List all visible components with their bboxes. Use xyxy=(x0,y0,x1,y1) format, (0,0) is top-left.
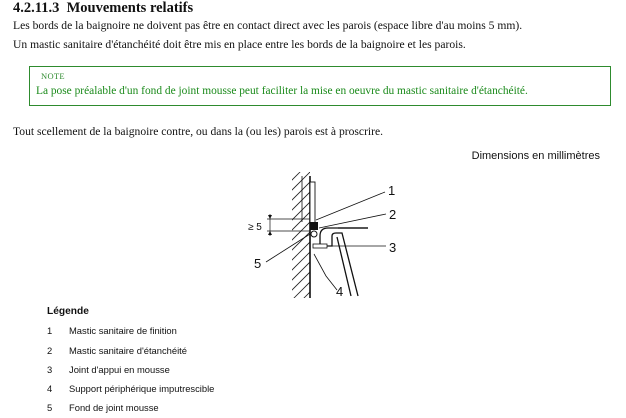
support-foam xyxy=(313,244,327,248)
legend-item-label: Mastic sanitaire d'étanchéité xyxy=(69,345,187,356)
legend-item-number: 5 xyxy=(47,402,53,413)
legend-item-label: Joint d'appui en mousse xyxy=(69,364,170,375)
callout-1: 1 xyxy=(388,183,396,198)
dim-arrow-bottom xyxy=(268,231,272,235)
leader-1 xyxy=(316,192,385,220)
legend-title: Légende xyxy=(47,306,89,317)
wall-tile xyxy=(310,182,315,224)
leader-4 xyxy=(314,254,337,290)
legend-item-number: 4 xyxy=(47,383,53,394)
note-label: NOTE xyxy=(41,71,65,81)
dimension-label: ≥ 5 xyxy=(248,222,262,233)
leader-5 xyxy=(266,234,310,262)
note-text: La pose préalable d'un fond de joint mousse peut faciliter la mise en oeuvre du mastic sanitaire d'étanchéité. xyxy=(36,85,528,97)
dim-arrow-top xyxy=(268,215,272,219)
legend-item-label: Fond de joint mousse xyxy=(69,402,159,413)
legend-item-number: 1 xyxy=(47,325,53,336)
paragraph-sealing: Tout scellement de la baignoire contre, ou dans la (ou les) parois est à proscrire. xyxy=(13,125,384,138)
paragraph-sealant: Un mastic sanitaire d'étanchéité doit être mis en place entre les bords de la baignoire et les parois. xyxy=(13,38,466,51)
callout-4: 4 xyxy=(336,284,344,298)
leader-2 xyxy=(319,214,386,228)
legend-item-number: 3 xyxy=(47,364,53,375)
legend-item xyxy=(47,325,177,336)
legend-item-label: Mastic sanitaire de finition xyxy=(69,325,177,336)
callout-5: 5 xyxy=(254,256,262,271)
callout-2: 2 xyxy=(389,207,397,222)
section-title: Mouvements relatifs xyxy=(66,0,194,16)
legend-item-number: 2 xyxy=(47,345,53,356)
legend-item xyxy=(47,402,159,413)
dimensions-caption: Dimensions en millimètres xyxy=(471,150,600,162)
callout-3: 3 xyxy=(389,240,397,255)
bathtub-shell xyxy=(320,228,368,296)
note-box xyxy=(29,66,611,106)
legend-item xyxy=(47,364,170,375)
sealant-bead xyxy=(310,222,318,230)
bathtub-joint-figure xyxy=(240,172,420,298)
legend-item xyxy=(47,345,187,356)
paragraph-spacing: Les bords de la baignoire ne doivent pas être en contact direct avec les parois (espace libre d'au moins 5 mm). xyxy=(13,19,523,32)
legend-item-label: Support périphérique imputrescible xyxy=(69,383,215,394)
section-number: 4.2.11.3 xyxy=(13,0,60,16)
section-heading xyxy=(13,0,193,17)
foam-backer-rod xyxy=(311,231,317,237)
legend-item xyxy=(47,383,214,394)
